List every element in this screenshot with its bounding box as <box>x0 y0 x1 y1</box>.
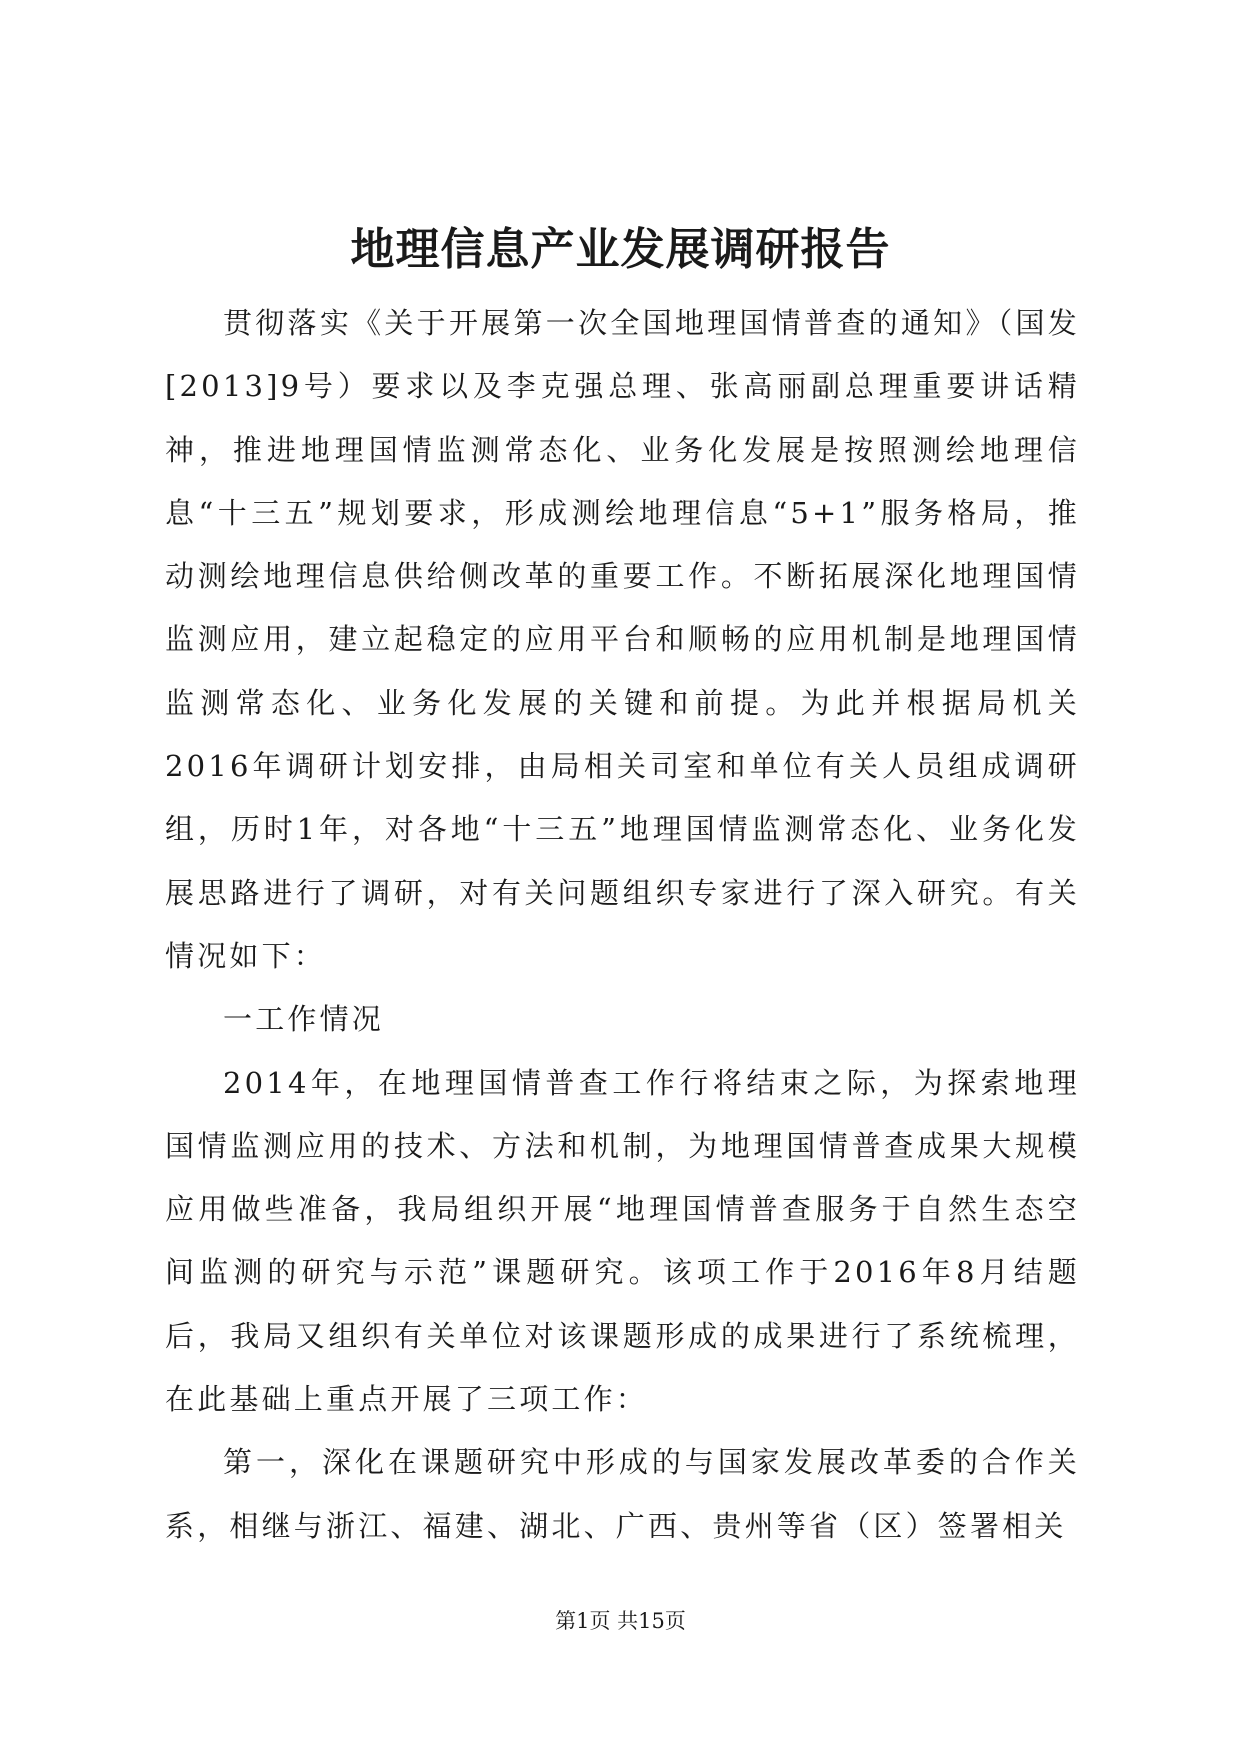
document-body <box>165 292 1080 1558</box>
paragraph: 2014年，在地理国情普查工作行将结束之际，为探索地理国情监测应用的技术、方法和机制，为地理国情普查成果大规模应用做些准备，我局组织开展“地理国情普查服务于自然生态空间监测的研究与示范”课题研究。该项工作于2016年8月结题后，我局又组织有关单位对该课题形成的成果进行了系统梳理，在此基础上重点开展了三项工作： <box>165 1065 1080 1417</box>
section-heading: 一工作情况 <box>223 1002 385 1037</box>
paragraph: 第一，深化在课题研究中形成的与国家发展改革委的合作关系，相继与浙江、福建、湖北、广西、贵州等省（区）签署相关 <box>165 1445 1080 1543</box>
page-number: 第1页 共15页 <box>555 1609 686 1633</box>
document-title: 地理信息产业发展调研报告 <box>350 224 891 275</box>
paragraph: 贯彻落实《关于开展第一次全国地理国情普查的通知》（国发[2013]9号）要求以及李克强总理、张高丽副总理重要讲话精神，推进地理国情监测常态化、业务化发展是按照测绘地理信息“十三五”规划要求，形成测绘地理信息“5+1”服务格局，推动测绘地理信息供给侧改革的重要工作。不断拓展深化地理国情监测应用，建立起稳定的应用平台和顺畅的应用机制是地理国情监测常态化、业务化发展的关键和前提。为此并根据局机关2016年调研计划安排，由局相关司室和单位有关人员组成调研组，历时1年，对各地“十三五”地理国情监测常态化、业务化发展思路进行了调研，对有关问题组织专家进行了深入研究。有关情况如下： <box>165 306 1080 973</box>
